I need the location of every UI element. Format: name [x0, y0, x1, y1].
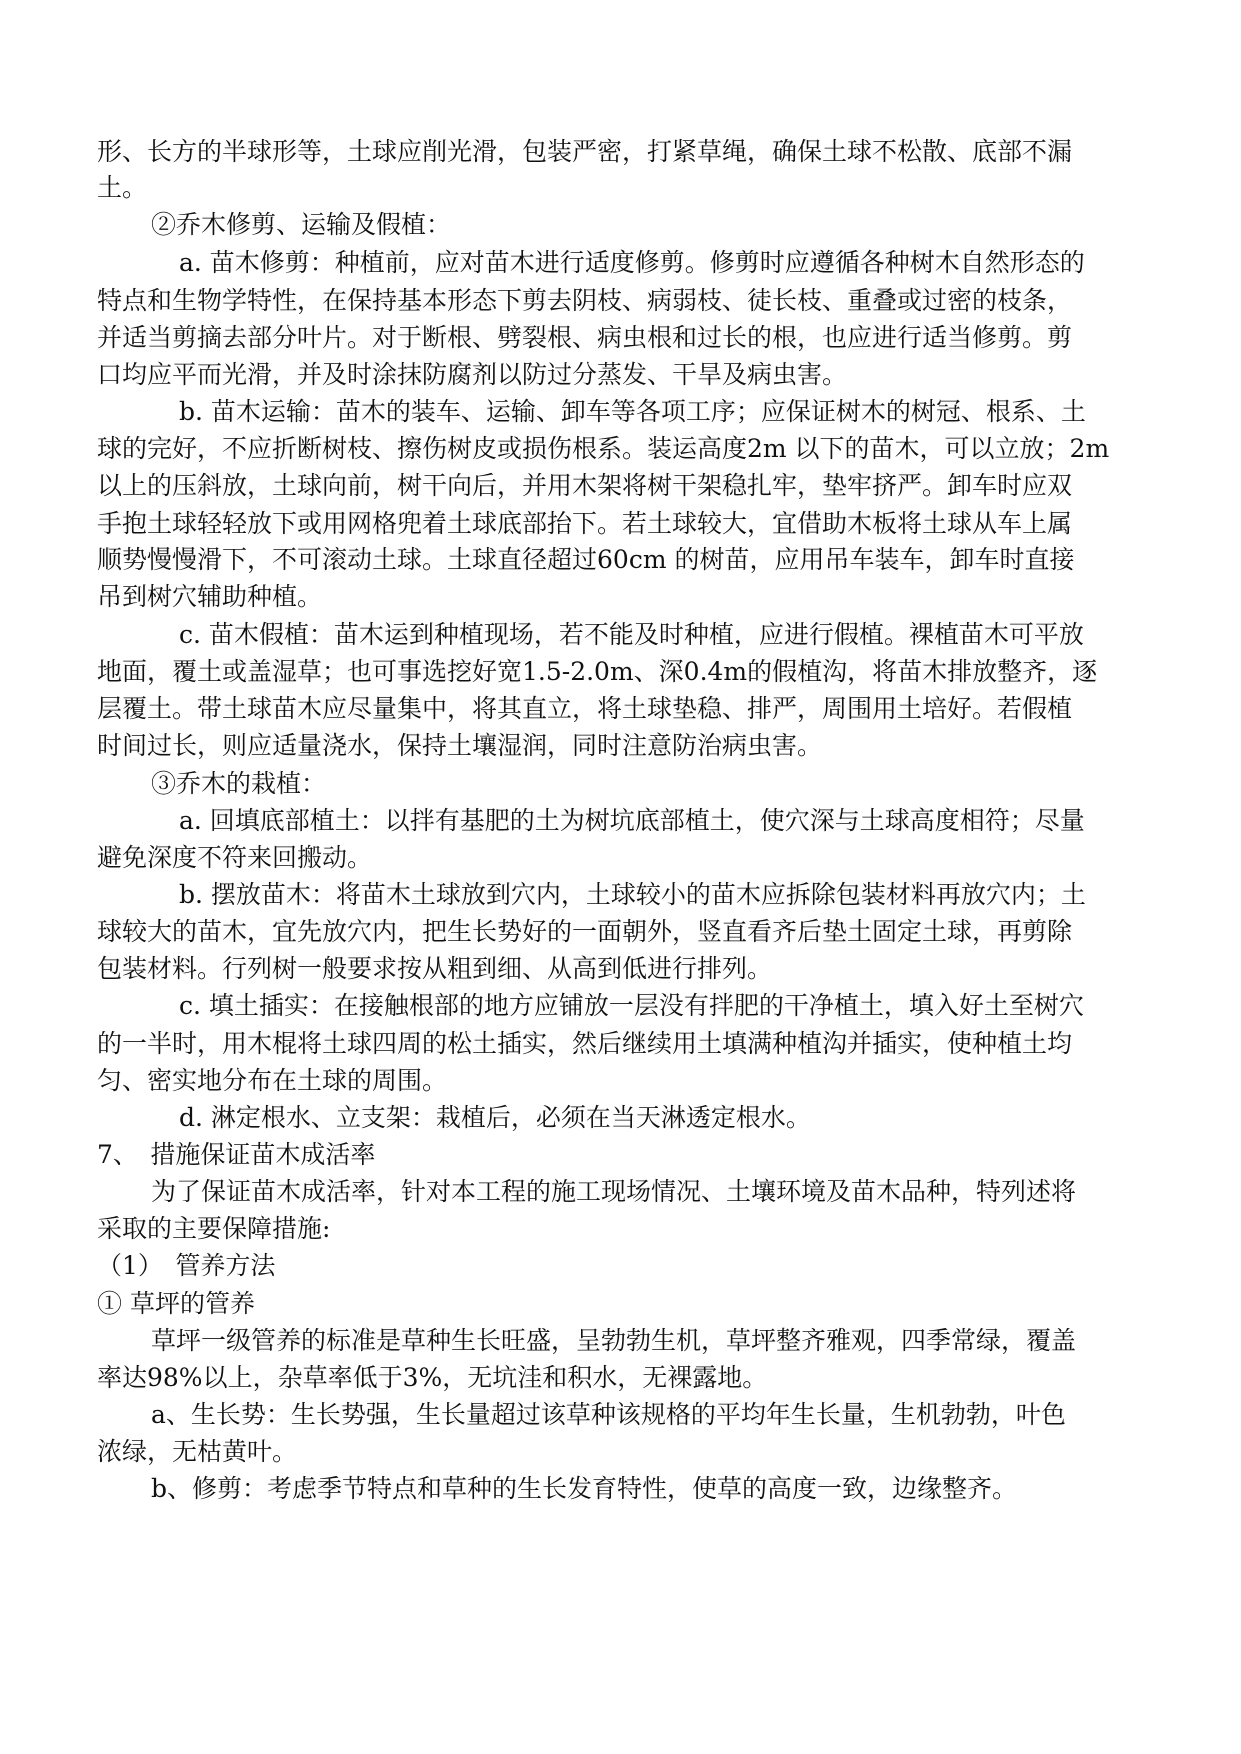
text-line: d. 淋定根水、立支架：栽植后，必须在当天淋透定根水。	[179, 1103, 811, 1132]
section-heading: （1） 管养方法	[97, 1251, 276, 1280]
text-line: 采取的主要保障措施:	[97, 1214, 331, 1243]
text-line: 手抱土球轻轻放下或用网格兜着土球底部抬下。若土球较大，宜借助木板将土球从车上属	[97, 509, 1073, 538]
text-line: 特点和生物学特性，在保持基本形态下剪去阴枝、病弱枝、徒长枝、重叠或过密的枝条，	[97, 286, 1073, 315]
text-line: b. 苗木运输：苗木的装车、运输、卸车等各项工序；应保证树木的树冠、根系、土	[179, 397, 1086, 426]
text-line: 球的完好，不应折断树枝、擦伤树皮或损伤根系。装运高度2m 以下的苗木，可以立放；2m	[97, 434, 1110, 463]
text-line: 球较大的苗木，宜先放穴内，把生长势好的一面朝外，竖直看齐后垫土固定土球，再剪除	[97, 917, 1073, 946]
text-line: 形、长方的半球形等，土球应削光滑，包装严密，打紧草绳，确保土球不松散、底部不漏	[97, 137, 1073, 166]
text-line: 层覆土。带土球苗木应尽量集中，将其直立，将土球垫稳、排严，周围用土培好。若假植	[97, 694, 1073, 723]
text-line: 时间过长，则应适量浇水，保持土壤湿润，同时注意防治病虫害。	[97, 731, 823, 760]
text-line: b、修剪：考虑季节特点和草种的生长发育特性，使草的高度一致，边缘整齐。	[151, 1474, 1018, 1503]
section-heading: 7、 措施保证苗木成活率	[97, 1140, 376, 1169]
text-line: 率达98%以上，杂草率低于3%，无坑洼和积水，无裸露地。	[97, 1363, 768, 1392]
text-line: 浓绿，无枯黄叶。	[97, 1437, 298, 1466]
text-line: 吊到树穴辅助种植。	[97, 582, 323, 611]
section-heading: ① 草坪的管养	[97, 1289, 255, 1318]
text-line: c. 填土插实：在接触根部的地方应铺放一层没有拌肥的干净植土，填入好土至树穴	[179, 991, 1084, 1020]
text-line: 以上的压斜放，土球向前，树干向后，并用木架将树干架稳扎牢，垫牢挤严。卸车时应双	[97, 471, 1073, 500]
text-line: 避免深度不符来回搬动。	[97, 843, 373, 872]
text-line: a、生长势：生长势强，生长量超过该草种该规格的平均年生长量，生机勃勃，叶色	[151, 1400, 1066, 1429]
section-heading: ③乔木的栽植：	[151, 769, 327, 798]
text-line: c. 苗木假植：苗木运到种植现场，若不能及时种植，应进行假植。裸植苗木可平放	[179, 620, 1084, 649]
text-line: a. 苗木修剪：种植前，应对苗木进行适度修剪。修剪时应遵循各种树木自然形态的	[179, 248, 1085, 277]
text-line: b. 摆放苗木：将苗木土球放到穴内，土球较小的苗木应拆除包装材料再放穴内；土	[179, 880, 1086, 909]
text-line: 土。	[97, 173, 148, 202]
text-line: 地面，覆土或盖湿草；也可事选挖好宽1.5-2.0m、深0.4m的假植沟，将苗木排放整齐，逐	[97, 657, 1098, 686]
text-line: a. 回填底部植土：以拌有基肥的土为树坑底部植土，使穴深与土球高度相符；尽量	[179, 806, 1085, 835]
text-line: 口均应平而光滑，并及时涂抹防腐剂以防过分蒸发、干旱及病虫害。	[97, 360, 848, 389]
text-line: 为了保证苗木成活率，针对本工程的施工现场情况、土壤环境及苗木品种，特列述将	[151, 1177, 1077, 1206]
text-line: 包装材料。行列树一般要求按从粗到细、从高到低进行排列。	[97, 954, 773, 983]
section-heading: ②乔木修剪、运输及假植：	[151, 210, 452, 239]
text-line: 草坪一级管养的标准是草种生长旺盛，呈勃勃生机，草坪整齐雅观，四季常绿，覆盖	[151, 1326, 1077, 1355]
text-line: 顺势慢慢滑下，不可滚动土球。土球直径超过60cm 的树苗，应用吊车装车，卸车时直接	[97, 545, 1075, 574]
text-line: 匀、密实地分布在土球的周围。	[97, 1066, 448, 1095]
text-line: 并适当剪摘去部分叶片。对于断根、劈裂根、病虫根和过长的根，也应进行适当修剪。剪	[97, 323, 1073, 352]
text-line: 的一半时，用木棍将土球四周的松土插实，然后继续用土填满种植沟并插实，使种植土均	[97, 1029, 1073, 1058]
